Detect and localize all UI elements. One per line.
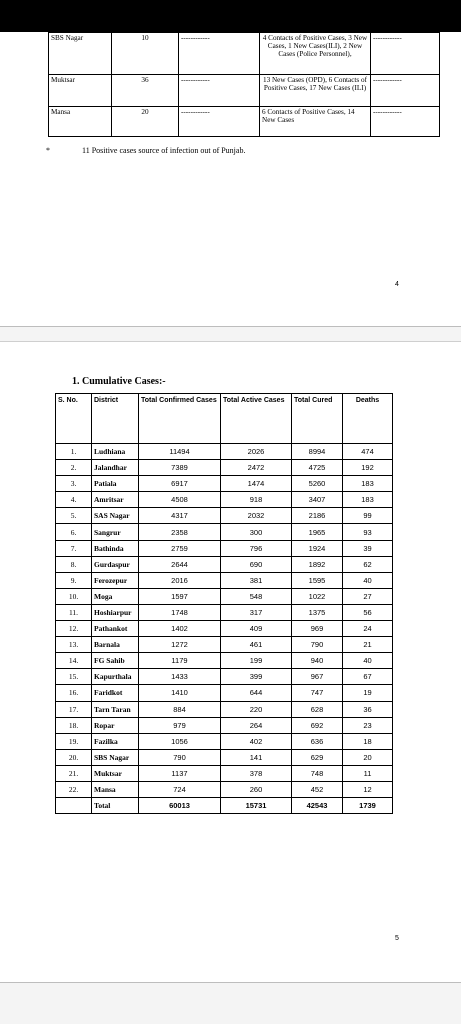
- sno-cell: 2.: [56, 460, 92, 476]
- table-row: [56, 588, 393, 604]
- confirmed-cell: 2644: [139, 556, 221, 572]
- district-cell: Hoshiarpur: [92, 604, 139, 620]
- cured-cell: 628: [292, 701, 343, 717]
- active-cell: 461: [221, 637, 292, 653]
- confirmed-cell: 884: [139, 701, 221, 717]
- count-cell: 20: [112, 107, 179, 137]
- table-row: [56, 444, 393, 460]
- confirmed-cell: 2358: [139, 524, 221, 540]
- sno-cell: 18.: [56, 717, 92, 733]
- cured-cell: 692: [292, 717, 343, 733]
- table-row: [56, 749, 393, 765]
- confirmed-cell: 1597: [139, 588, 221, 604]
- footnote: [46, 146, 245, 155]
- table-row: [56, 460, 393, 476]
- active-cell: 409: [221, 621, 292, 637]
- table-row: [56, 781, 393, 797]
- confirmed-cell: 4317: [139, 508, 221, 524]
- confirmed-cell: 2759: [139, 540, 221, 556]
- district-cell: Ludhiana: [92, 444, 139, 460]
- active-cell: 264: [221, 717, 292, 733]
- table-row: [56, 572, 393, 588]
- district-cell: Pathankot: [92, 621, 139, 637]
- sno-cell: 8.: [56, 556, 92, 572]
- sno-cell: 14.: [56, 653, 92, 669]
- district-cell: SBS Nagar: [92, 749, 139, 765]
- district-cell: Moga: [92, 588, 139, 604]
- district-cell: Sangrur: [92, 524, 139, 540]
- district-cell: Patiala: [92, 476, 139, 492]
- table-row: [56, 492, 393, 508]
- sno-cell: 6.: [56, 524, 92, 540]
- district-cell: Mansa: [49, 107, 112, 137]
- total-cured: 42543: [292, 798, 343, 814]
- table-row: [56, 621, 393, 637]
- dash-cell: ------------: [371, 75, 440, 107]
- deaths-cell: 183: [343, 476, 393, 492]
- deaths-cell: 12: [343, 781, 393, 797]
- cured-cell: 790: [292, 637, 343, 653]
- table-row: [56, 653, 393, 669]
- active-cell: 260: [221, 781, 292, 797]
- table-row: [49, 75, 440, 107]
- active-cell: 199: [221, 653, 292, 669]
- deaths-cell: 93: [343, 524, 393, 540]
- sno-cell: 16.: [56, 685, 92, 701]
- table-row: [49, 33, 440, 75]
- deaths-cell: 24: [343, 621, 393, 637]
- cured-cell: 1375: [292, 604, 343, 620]
- cured-cell: 748: [292, 765, 343, 781]
- table-row: [56, 508, 393, 524]
- sno-cell: 10.: [56, 588, 92, 604]
- deaths-cell: 99: [343, 508, 393, 524]
- district-cell: Tarn Taran: [92, 701, 139, 717]
- sno-cell: 7.: [56, 540, 92, 556]
- cured-cell: 5260: [292, 476, 343, 492]
- count-cell: 36: [112, 75, 179, 107]
- district-cell: Barnala: [92, 637, 139, 653]
- cured-cell: 8994: [292, 444, 343, 460]
- sno-cell: 15.: [56, 669, 92, 685]
- deaths-cell: 67: [343, 669, 393, 685]
- confirmed-cell: 1410: [139, 685, 221, 701]
- deaths-cell: 21: [343, 637, 393, 653]
- table-row: [56, 685, 393, 701]
- table-row: [56, 524, 393, 540]
- district-cell: Muktsar: [49, 75, 112, 107]
- district-cell: Ferozepur: [92, 572, 139, 588]
- sno-cell: 22.: [56, 781, 92, 797]
- district-cell: Gurdaspur: [92, 556, 139, 572]
- total-active: 15731: [221, 798, 292, 814]
- sno-cell: 17.: [56, 701, 92, 717]
- active-cell: 378: [221, 765, 292, 781]
- sno-cell: 13.: [56, 637, 92, 653]
- deaths-cell: 20: [343, 749, 393, 765]
- viewer-top-bar: [0, 0, 461, 32]
- cured-cell: 940: [292, 653, 343, 669]
- total-confirmed: 60013: [139, 798, 221, 814]
- active-cell: 1474: [221, 476, 292, 492]
- deaths-cell: 183: [343, 492, 393, 508]
- cured-cell: 747: [292, 685, 343, 701]
- deaths-cell: 27: [343, 588, 393, 604]
- deaths-cell: 23: [343, 717, 393, 733]
- footnote-marker: *: [46, 146, 50, 155]
- page-number: 4: [395, 281, 399, 288]
- cured-cell: 1924: [292, 540, 343, 556]
- district-cell: SBS Nagar: [49, 33, 112, 75]
- deaths-cell: 62: [343, 556, 393, 572]
- confirmed-cell: 1137: [139, 765, 221, 781]
- page-number: 5: [395, 935, 399, 942]
- active-cell: 796: [221, 540, 292, 556]
- active-cell: 402: [221, 733, 292, 749]
- confirmed-cell: 1179: [139, 653, 221, 669]
- footnote-text: 11 Positive cases source of infection out of Punjab.: [82, 146, 246, 155]
- header-sno: S. No.: [56, 394, 92, 444]
- cured-cell: 1022: [292, 588, 343, 604]
- district-cell: SAS Nagar: [92, 508, 139, 524]
- details-cell: 6 Contacts of Positive Cases, 14 New Cases: [260, 107, 371, 137]
- deaths-cell: 192: [343, 460, 393, 476]
- sno-cell: 21.: [56, 765, 92, 781]
- active-cell: 644: [221, 685, 292, 701]
- dash-cell: ------------: [371, 107, 440, 137]
- deaths-cell: 40: [343, 653, 393, 669]
- cured-cell: 636: [292, 733, 343, 749]
- table-row: [56, 717, 393, 733]
- confirmed-cell: 1433: [139, 669, 221, 685]
- confirmed-cell: 1056: [139, 733, 221, 749]
- deaths-cell: 40: [343, 572, 393, 588]
- confirmed-cell: 790: [139, 749, 221, 765]
- district-cell: FG Sahib: [92, 653, 139, 669]
- district-cell: Ropar: [92, 717, 139, 733]
- table-row: [56, 637, 393, 653]
- confirmed-cell: 4508: [139, 492, 221, 508]
- district-cell: Amritsar: [92, 492, 139, 508]
- header-active: Total Active Cases: [221, 394, 292, 444]
- sno-cell: 19.: [56, 733, 92, 749]
- confirmed-cell: 2016: [139, 572, 221, 588]
- table-row: [56, 604, 393, 620]
- table-row: [56, 701, 393, 717]
- cured-cell: 1892: [292, 556, 343, 572]
- active-cell: 399: [221, 669, 292, 685]
- document-page-5: [0, 342, 461, 983]
- cured-cell: 969: [292, 621, 343, 637]
- dash-cell: ------------: [179, 107, 260, 137]
- confirmed-cell: 979: [139, 717, 221, 733]
- sno-cell: 11.: [56, 604, 92, 620]
- page-separator: [0, 327, 461, 342]
- active-cell: 220: [221, 701, 292, 717]
- dash-cell: ------------: [179, 33, 260, 75]
- table-row: [56, 476, 393, 492]
- deaths-cell: 19: [343, 685, 393, 701]
- deaths-cell: 36: [343, 701, 393, 717]
- active-cell: 317: [221, 604, 292, 620]
- district-cell: Faridkot: [92, 685, 139, 701]
- total-sno-cell: [56, 798, 92, 814]
- table-row: [56, 733, 393, 749]
- total-deaths: 1739: [343, 798, 393, 814]
- confirmed-cell: 1402: [139, 621, 221, 637]
- dash-cell: ------------: [179, 75, 260, 107]
- header-deaths: Deaths: [343, 394, 393, 444]
- table-header-row: [56, 394, 393, 444]
- sno-cell: 12.: [56, 621, 92, 637]
- sno-cell: 1.: [56, 444, 92, 460]
- district-cell: Jalandhar: [92, 460, 139, 476]
- active-cell: 141: [221, 749, 292, 765]
- sno-cell: 3.: [56, 476, 92, 492]
- table-row: [56, 765, 393, 781]
- details-cell: 13 New Cases (OPD), 6 Contacts of Positive Cases, 17 New Cases (ILI): [260, 75, 371, 107]
- confirmed-cell: 11494: [139, 444, 221, 460]
- district-new-cases-table: [48, 32, 440, 137]
- sno-cell: 9.: [56, 572, 92, 588]
- count-cell: 10: [112, 33, 179, 75]
- deaths-cell: 11: [343, 765, 393, 781]
- active-cell: 2026: [221, 444, 292, 460]
- sno-cell: 5.: [56, 508, 92, 524]
- active-cell: 381: [221, 572, 292, 588]
- confirmed-cell: 6917: [139, 476, 221, 492]
- table-row: [56, 669, 393, 685]
- deaths-cell: 474: [343, 444, 393, 460]
- table-row: [56, 556, 393, 572]
- cured-cell: 452: [292, 781, 343, 797]
- active-cell: 690: [221, 556, 292, 572]
- table-row: [56, 540, 393, 556]
- active-cell: 918: [221, 492, 292, 508]
- cured-cell: 629: [292, 749, 343, 765]
- total-row: [56, 798, 393, 814]
- confirmed-cell: 7389: [139, 460, 221, 476]
- district-cell: Muktsar: [92, 765, 139, 781]
- deaths-cell: 56: [343, 604, 393, 620]
- cumulative-cases-table: [55, 393, 393, 814]
- section-heading: 1. Cumulative Cases:-: [72, 376, 166, 387]
- cured-cell: 3407: [292, 492, 343, 508]
- active-cell: 300: [221, 524, 292, 540]
- deaths-cell: 39: [343, 540, 393, 556]
- district-cell: Kapurthala: [92, 669, 139, 685]
- confirmed-cell: 1272: [139, 637, 221, 653]
- cured-cell: 1965: [292, 524, 343, 540]
- cured-cell: 4725: [292, 460, 343, 476]
- active-cell: 548: [221, 588, 292, 604]
- confirmed-cell: 1748: [139, 604, 221, 620]
- district-cell: Bathinda: [92, 540, 139, 556]
- sno-cell: 4.: [56, 492, 92, 508]
- header-district: District: [92, 394, 139, 444]
- district-cell: Fazilka: [92, 733, 139, 749]
- header-cured: Total Cured: [292, 394, 343, 444]
- sno-cell: 20.: [56, 749, 92, 765]
- cured-cell: 967: [292, 669, 343, 685]
- active-cell: 2472: [221, 460, 292, 476]
- confirmed-cell: 724: [139, 781, 221, 797]
- details-cell: 4 Contacts of Positive Cases, 3 New Cases, 1 New Cases(ILI), 2 New Cases (Police Personnel),: [260, 33, 371, 75]
- total-label: Total: [92, 798, 139, 814]
- table-row: [49, 107, 440, 137]
- document-page-4: [0, 32, 461, 327]
- page-separator-bottom: [0, 983, 461, 1024]
- deaths-cell: 18: [343, 733, 393, 749]
- header-confirmed: Total Confirmed Cases: [139, 394, 221, 444]
- cured-cell: 2186: [292, 508, 343, 524]
- dash-cell: ------------: [371, 33, 440, 75]
- cured-cell: 1595: [292, 572, 343, 588]
- active-cell: 2032: [221, 508, 292, 524]
- district-cell: Mansa: [92, 781, 139, 797]
